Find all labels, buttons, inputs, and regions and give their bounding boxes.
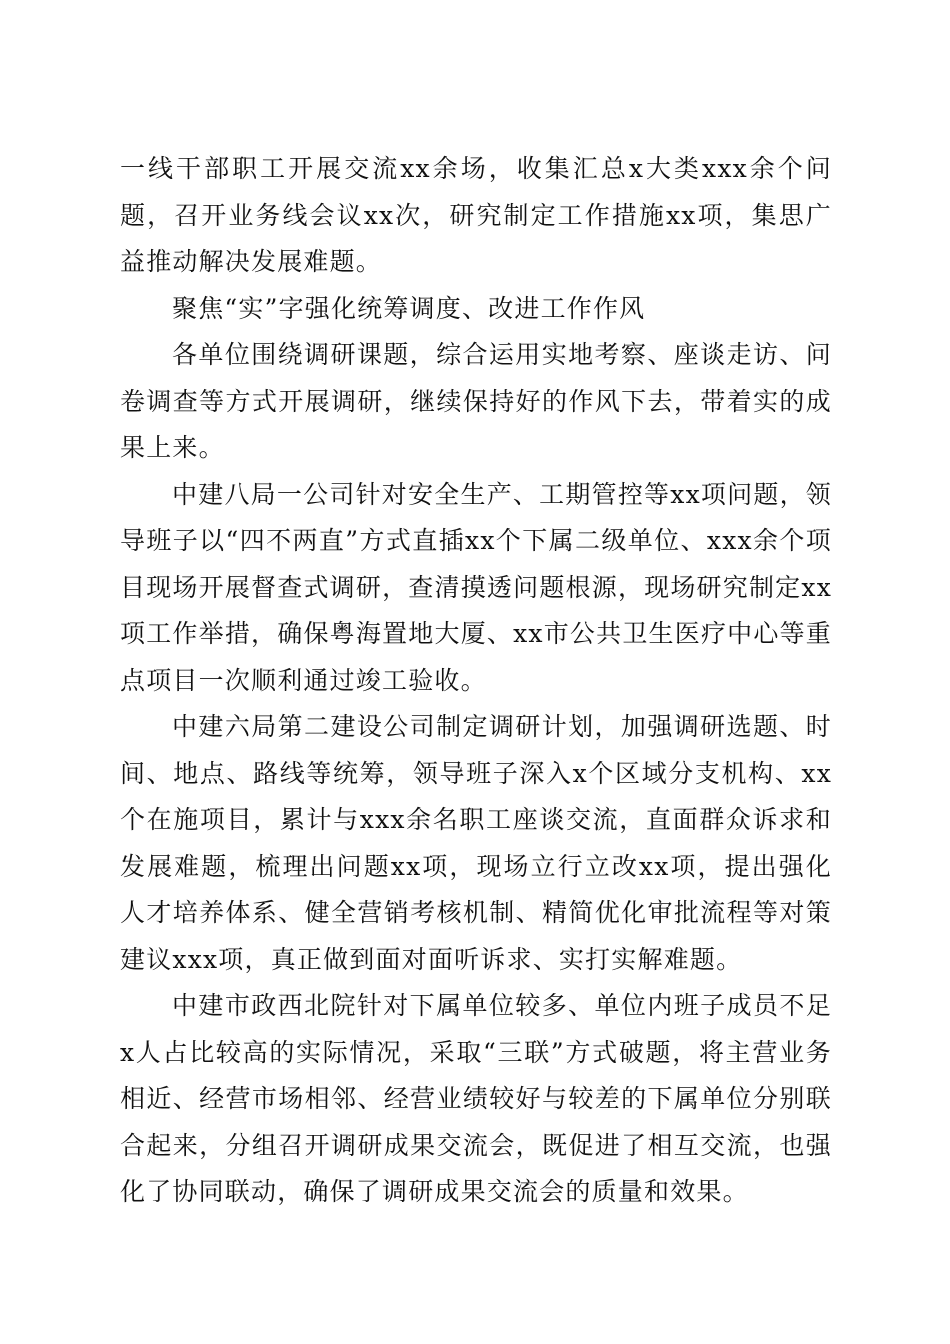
paragraph-cscec8-first: 中建八局一公司针对安全生产、工期管控等xx项问题，领导班子以“四不两直”方式直插xx个下属二级单位、xxx余个项目现场开展督查式调研，查清摸透问题根源，现场研究制定xx项工作举措，确保粤海置地大厦、xx市公共卫生医疗中心等重点项目一次顺利通过竣工验收。: [120, 479, 832, 695]
paragraph-cscec6-second: 中建六局第二建设公司制定调研计划，加强调研选题、时间、地点、路线等统筹，领导班子深入x个区域分支机构、xx个在施项目，累计与xxx余名职工座谈交流，直面群众诉求和发展难题，梳理出问题xx项，现场立行立改xx项，提出强化人才培养体系、健全营销考核机制、精简优化审批流程等对策建议xxx项，真正做到面对面听诉求、实打实解难题。: [120, 712, 832, 974]
paragraph-continued: 一线干部职工开展交流xx余场，收集汇总x大类xxx余个问题，召开业务线会议xx次，研究制定工作措施xx项，集思广益推动解决发展难题。: [120, 154, 832, 276]
document-body: [120, 146, 832, 1216]
section-heading: 聚焦“实”字强化统筹调度、改进工作作风: [172, 293, 646, 323]
paragraph-municipal-northwest: 中建市政西北院针对下属单位较多、单位内班子成员不足x人占比较高的实际情况，采取“三联”方式破题，将主营业务相近、经营市场相邻、经营业绩较好与较差的下属单位分别联合起来，分组召开调研成果交流会，既促进了相互交流，也强化了协同联动，确保了调研成果交流会的质量和效果。: [120, 991, 832, 1206]
paragraph-intro: 各单位围绕调研课题，综合运用实地考察、座谈走访、问卷调查等方式开展调研，继续保持好的作风下去，带着实的成果上来。: [120, 340, 832, 462]
